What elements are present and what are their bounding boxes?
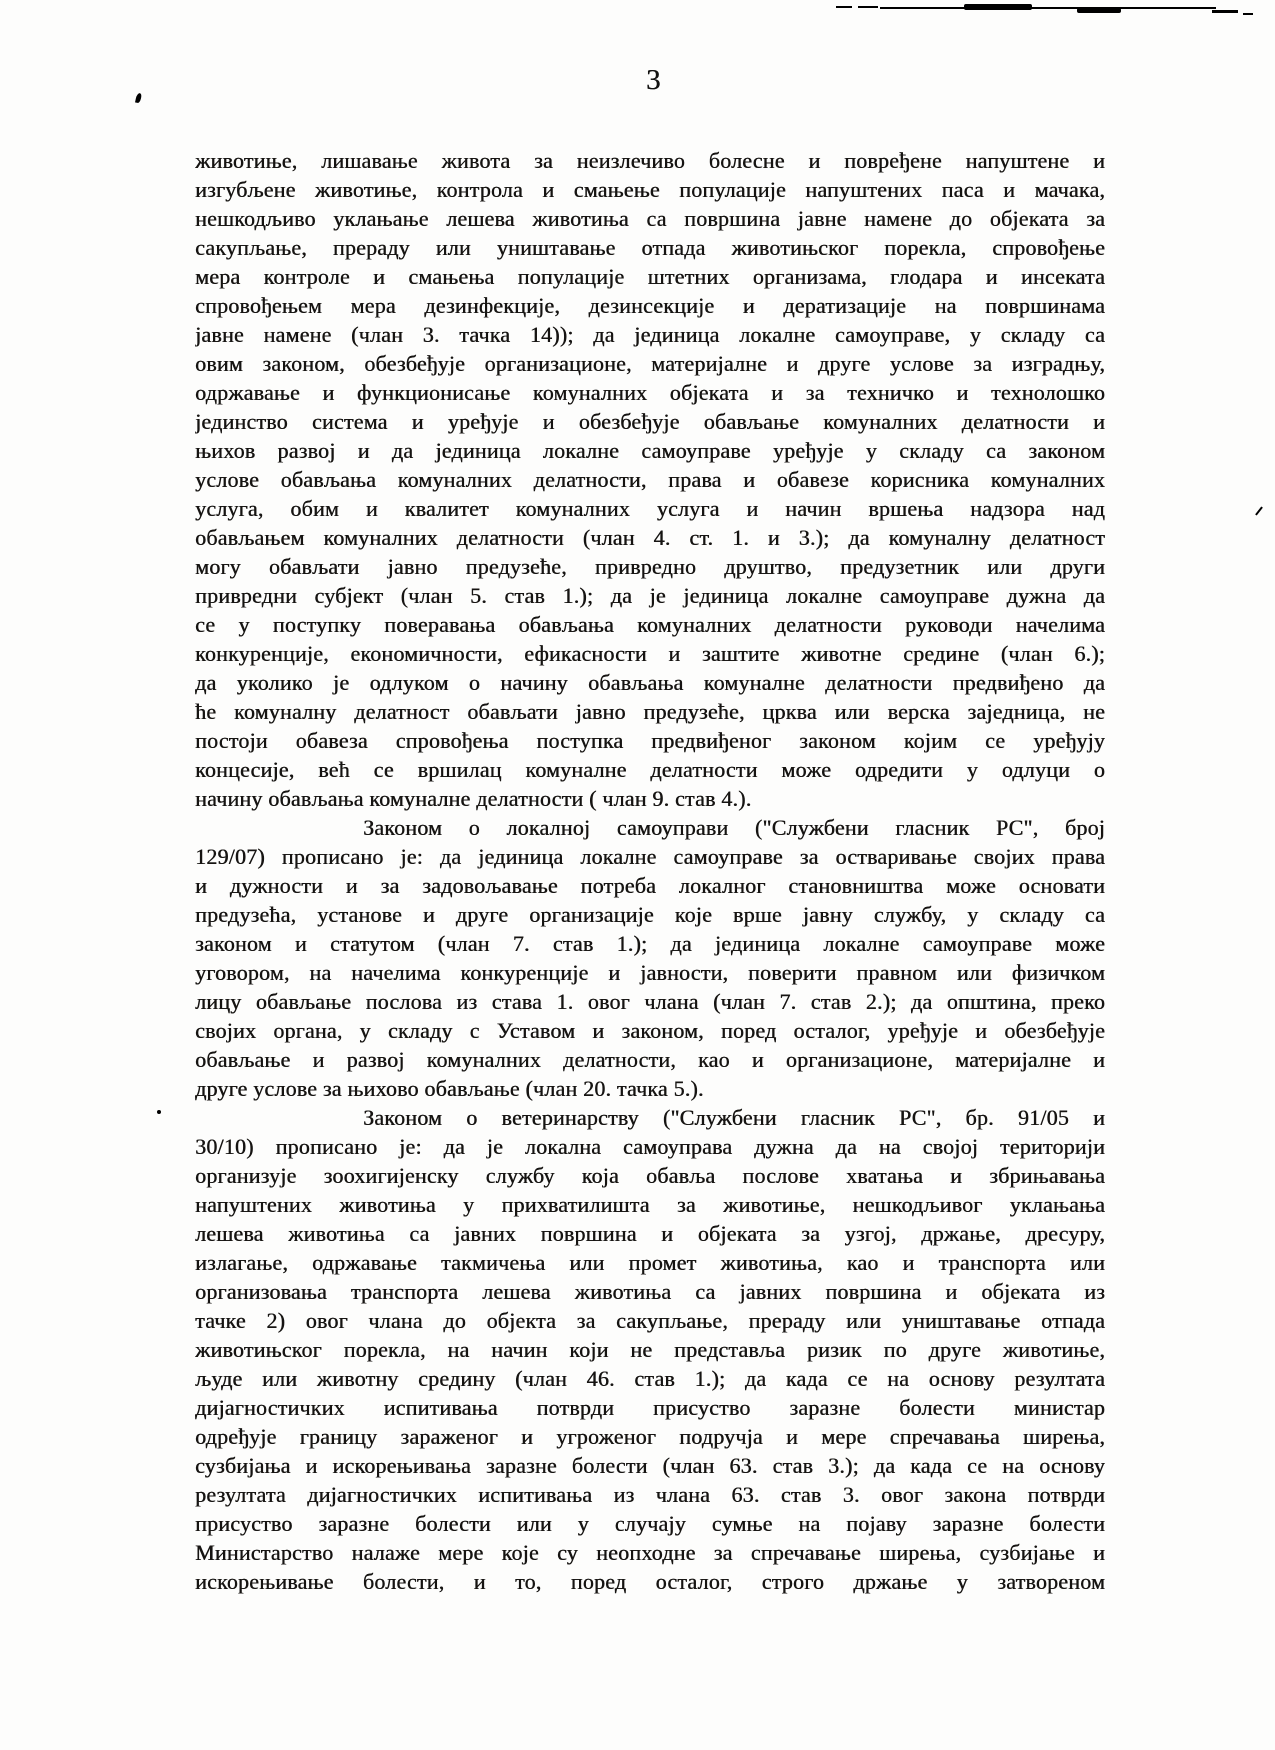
text-line: уговором, на начелима конкуренције и јавности, поверити правном или физичком [195,960,1105,985]
text-line: законом и статутом (члан 7. став 1.); да јединица локалне самоуправе може [195,931,1105,956]
text-line: обављање и развој комуналних делатности, као и организационе, материјалне и [195,1047,1105,1072]
text-paragraph [195,146,1105,813]
text-line: 30/10) прописано је: да је локална самоуправа дужна да на својој територији [195,1134,1105,1159]
text-line: напуштених животиња у прихватилишта за животиње, нешкодљивог уклањања [195,1192,1105,1217]
text-line: услуга, обим и квалитет комуналних услуга и начин вршења надзора над [195,496,1105,521]
text-line: животињског порекла, на начин који не представља ризик по друге животиње, [195,1337,1105,1362]
text-line: спровођењем мера дезинфекције, дезинсекције и дератизације на површинама [195,293,1105,318]
text-line: начину обављања комуналне делатности ( члан 9. став 4.). [195,786,752,811]
scan-artifact-speck [135,93,142,104]
text-line: овим законом, обезбеђује организационе, материјалне и друге услове за изградњу, [195,351,1105,376]
text-line: Министарство налаже мере које су неопходне за спречавање ширења, сузбијање и [195,1540,1105,1565]
text-line: сакупљање, прераду или уништавање отпада животињског порекла, спровођење [195,235,1105,260]
text-line: и дужности и за задовољавање потреба локалног становништва може основати [195,873,1105,898]
text-line: 129/07) прописано је: да јединица локалне самоуправе за остваривање својих права [195,844,1105,869]
text-line: ће комуналну делатност обављати јавно предузеће, црква или верска заједница, не [195,699,1105,724]
text-line: њихов развој и да јединица локалне самоуправе уређује у складу са законом [195,438,1105,463]
text-line: Законом о ветеринарству ("Службени гласник РС", бр. 91/05 и [363,1105,1105,1130]
text-line: људе или животну средину (члан 46. став 1.); да када се на основу резултата [195,1366,1105,1391]
text-line: јавне намене (члан 3. тачка 14)); да јединица локалне самоуправе, у складу са [195,322,1105,347]
text-line: лицу обављање послова из става 1. овог члана (члан 7. став 2.); да општина, преко [195,989,1105,1014]
text-line: услове обављања комуналних делатности, права и обавезе корисника комуналних [195,467,1105,492]
text-paragraph [195,813,1105,1103]
text-line: изгубљене животиње, контрола и смањење популације напуштених паса и мачака, [195,177,1105,202]
text-line: да уколико је одлуком о начину обављања комуналне делатности предвиђено да [195,670,1105,695]
text-line: лешева животиња са јавних површина и објеката за узгој, држање, дресуру, [195,1221,1105,1246]
text-line: привредни субјект (члан 5. став 1.); да је јединица локалне самоуправе дужна да [195,583,1105,608]
text-line: концесије, већ се вршилац комуналне делатности може одредити у одлуци о [195,757,1105,782]
text-line: дијагностичких испитивања потврди присуство заразне болести министар [195,1395,1105,1420]
scan-artifact-blob [1077,8,1121,13]
text-line: мера контроле и смањења популације штетних организама, глодара и инсеката [195,264,1105,289]
text-line: постоји обавеза спровођења поступка предвиђеног законом којим се уређују [195,728,1105,753]
text-line: искорењивање болести, и то, поред осталог, строго држање у затвореном [195,1569,1105,1594]
scan-artifact-tick [1212,10,1238,13]
text-line: излагање, одржавање такмичења или промет животиња, као и транспорта или [195,1250,1105,1275]
document-body-text [195,146,1105,1596]
text-line: одржавање и функционисање комуналних објеката и за техничко и технолошко [195,380,1105,405]
text-line: могу обављати јавно предузеће, привредно друштво, предузетник или други [195,554,1105,579]
text-line: резултата дијагностичких испитивања из члана 63. став 3. овог закона потврди [195,1482,1105,1507]
text-line: својих органа, у складу с Уставом и законом, поред осталог, уређује и обезбеђује [195,1018,1105,1043]
text-line: организовања транспорта лешева животиња са јавних површина и објеката из [195,1279,1105,1304]
scan-artifact-line [880,7,1216,9]
text-line: присуство заразне болести или у случају сумње на појаву заразне болести [195,1511,1105,1536]
scan-artifact-tick [1243,13,1253,15]
text-line: одређује границу зараженог и угроженог подручја и мере спречавања ширења, [195,1424,1105,1449]
scan-artifact-blob [964,4,1032,10]
text-line: организује зоохигијенску службу која обавља послове хватања и збрињавања [195,1163,1105,1188]
text-line: обављањем комуналних делатности (члан 4. ст. 1. и 3.); да комуналну делатност [195,525,1105,550]
text-paragraph [195,1103,1105,1596]
scan-artifact-speck [1255,506,1263,515]
text-line: друге услове за њихово обављање (члан 20. тачка 5.). [195,1076,704,1101]
text-line: предузећа, установе и друге организације које врше јавну службу, у складу са [195,902,1105,927]
text-line: се у поступку поверавања обављања комуналних делатности руководи начелима [195,612,1105,637]
text-line: нешкодљиво уклањање лешева животиња са површина јавне намене до објеката за [195,206,1105,231]
scan-artifact-dash [836,6,852,8]
scan-artifact-dash [858,6,878,8]
text-line: Законом о локалној самоуправи ("Службени гласник РС", број [363,815,1105,840]
text-line: јединство система и уређује и обезбеђује обављање комуналних делатности и [195,409,1105,434]
text-line: тачке 2) овог члана до објекта за сакупљање, прераду или уништавање отпада [195,1308,1105,1333]
page-number: 3 [646,64,661,96]
text-line: конкуренције, економичности, ефикасности и заштите животне средине (члан 6.); [195,641,1105,666]
scan-artifact-speck [157,1110,161,1114]
text-line: животиње, лишавање живота за неизлечиво болесне и повређене напуштене и [195,148,1105,173]
text-line: сузбијања и искорењивања заразне болести (члан 63. став 3.); да када се на основу [195,1453,1105,1478]
